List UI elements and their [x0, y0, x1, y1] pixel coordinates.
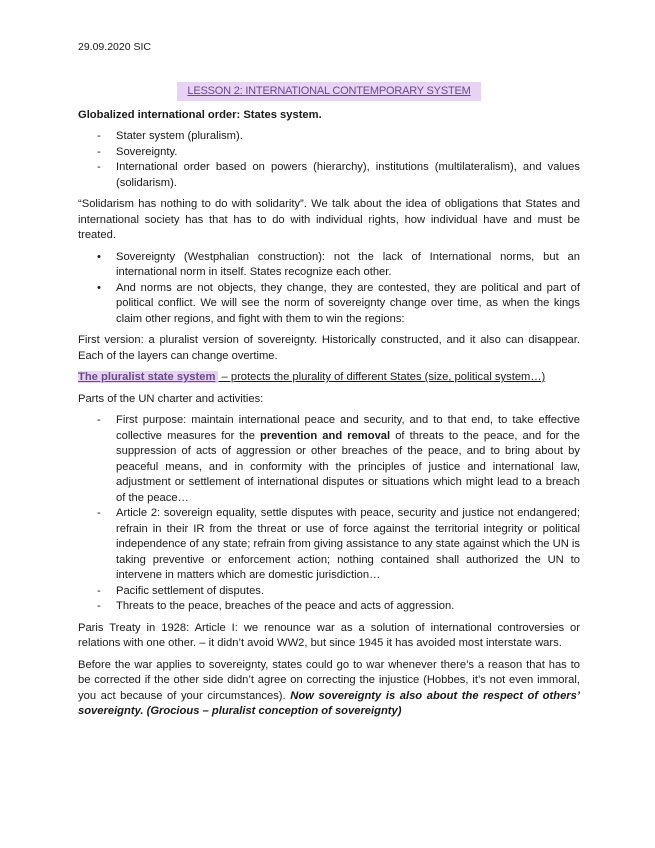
list-item: - First purpose: maintain international peace and security, and to that end, to take effective collective measures for the prevention and removal of threats to the peace, and for the suppression of acts of aggression or other breaches of the peace, and to bring about by peaceful means, and in conformity with the principles of justice and international law, adjustment or settlement of international disputes or situations which might lead to a breach of the peace…: [97, 414, 580, 504]
date-header: 29.09.2020 SIC: [78, 41, 151, 53]
list-item: - Threats to the peace, breaches of the peace and acts of aggression.: [97, 600, 455, 612]
subheading: Globalized international order: States system.: [78, 108, 322, 121]
paragraph-solidarism: “Solidarism has nothing to do with solidarity”. We talk about the idea of obligations that States and international society has that has to do with individual rights, how individual have and must be treated.: [78, 198, 580, 241]
list-item: - Sovereignty.: [97, 145, 178, 158]
list-item: - Article 2: sovereign equality, settle disputes with peace, security and justice not endangered; refrain in their IR from the threat or use of force against the territorial integrity or political independence of any state; refrain from giving assistance to any state against which the UN is taking preventive or enforcement action; nothing contained shall authorized the UN to intervene in matters which are domestic jurisdiction…: [97, 507, 580, 581]
title-block: [78, 82, 580, 101]
list-item: - Pacific settlement of disputes.: [97, 584, 264, 597]
list-item: - Stater system (pluralism).: [97, 130, 243, 142]
lesson-title: LESSON 2: INTERNATIONAL CONTEMPORARY SYSTEM: [177, 82, 480, 101]
section-subtitle: – protects the plurality of different States (size, political system…): [218, 371, 546, 383]
paragraph-before-war: Before the war applies to sovereignty, states could go to war whenever there’s a reason that has to be corrected if the other side didn’t agree on correcting the injustice (Hobbes, it’s not even immoral, you act because of your circumstances). Now sovereignty is also about the respect of others’ sovereignty. (Grocious – pluralist conception of sovereignty): [78, 658, 580, 717]
paragraph-first-version: First version: a pluralist version of sovereignty. Historically constructed, and it also can disappear. Each of the layers can change overtime.: [78, 334, 580, 362]
section-title: The pluralist state system: [78, 371, 218, 383]
bullet-item: • And norms are not objects, they change, they are contested, they are political and part of political conflict. We will see the norm of sovereignty change over time, as when the kings claim other regions, and fight with them to win the regions:: [97, 281, 580, 325]
states-system-list: [78, 129, 580, 191]
list-item: - International order based on powers (hierarchy), institutions (multilateralism), and values (solidarism).: [97, 161, 580, 189]
un-charter-list: [78, 413, 580, 615]
bullet-item: • Sovereignty (Westphalian construction): not the lack of International norms, but an international norm in itself. States recognize each other.: [97, 250, 580, 278]
paragraph-parts: Parts of the UN charter and activities:: [78, 392, 264, 405]
section-heading: [78, 370, 580, 386]
sovereignty-bullets: [78, 250, 580, 328]
paragraph-paris-treaty: Paris Treaty in 1928: Article I: we renounce war as a solution of international controversies or relations with one other. – it didn’t avoid WW2, but since 1945 it has avoided most interstate wars.: [78, 621, 580, 649]
document-body: [78, 82, 580, 726]
